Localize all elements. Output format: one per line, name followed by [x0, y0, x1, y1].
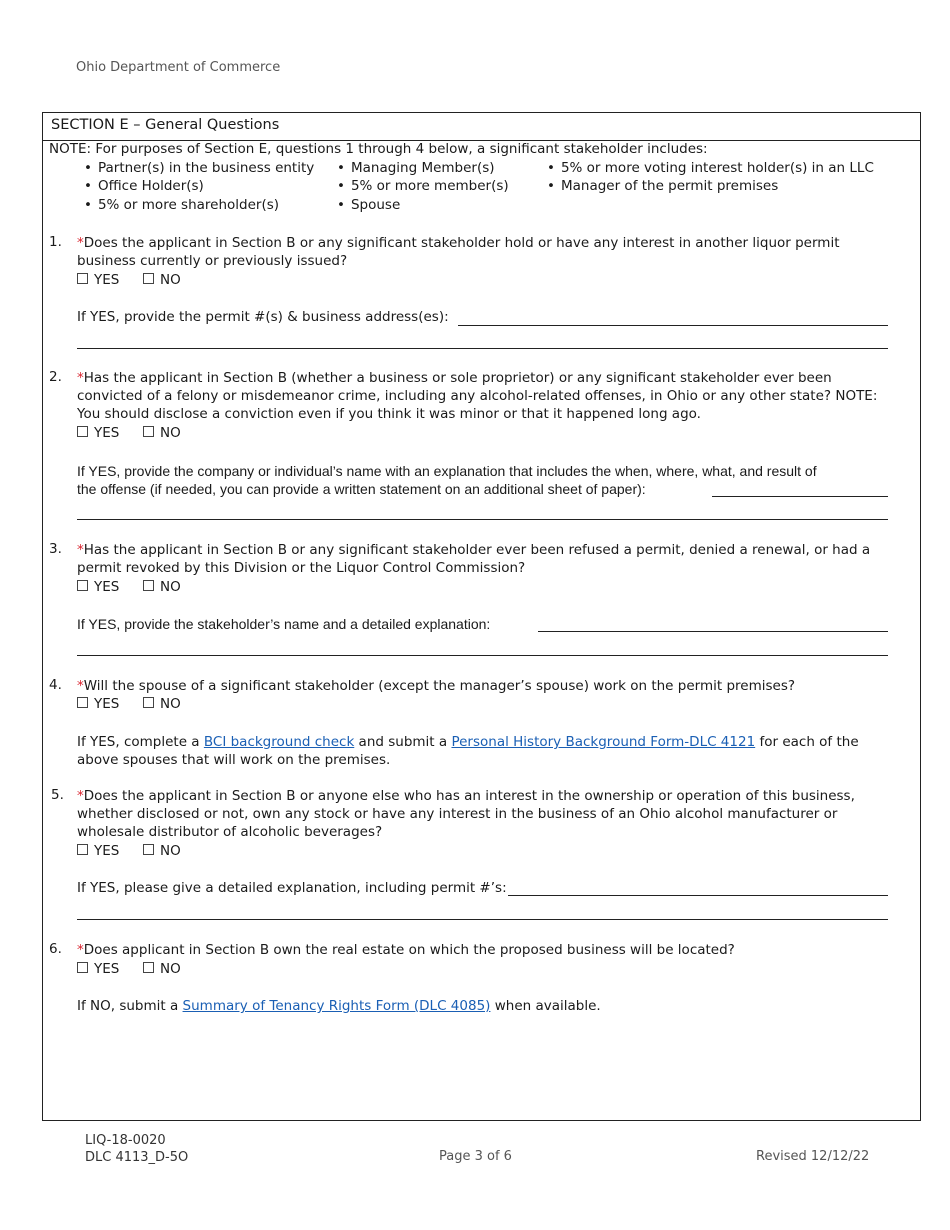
checkbox-icon: [77, 580, 88, 591]
question-number: 3.: [49, 541, 62, 557]
checkbox-icon: [77, 844, 88, 855]
question-number: 1.: [49, 234, 62, 250]
q2-no-checkbox[interactable]: NO: [143, 425, 181, 441]
q2-answer-line-1[interactable]: [712, 496, 888, 497]
required-asterisk: *: [77, 542, 84, 558]
bci-background-check-link[interactable]: BCI background check: [203, 734, 355, 750]
q5-answer-line-2[interactable]: [77, 919, 888, 920]
checkbox-icon: [77, 426, 88, 437]
stakeholder-item: • 5% or more voting interest holder(s) in an LLC: [547, 160, 874, 176]
question-3-text: *Has the applicant in Section B or any significant stakeholder ever been refused a permit, denied a renewal, or had a permit revoked by this Division or the Liquor Control Commission?: [77, 542, 871, 576]
question-6-text: *Does applicant in Section B own the real estate on which the proposed business will be located?: [77, 942, 735, 958]
question-number: 5.: [51, 787, 64, 803]
checkbox-icon: [77, 962, 88, 973]
required-asterisk: *: [77, 235, 84, 251]
question-number: 6.: [49, 941, 62, 957]
required-asterisk: *: [77, 942, 84, 958]
section-title: SECTION E – General Questions: [43, 113, 920, 141]
page-number: Page 3 of 6: [439, 1149, 512, 1164]
required-asterisk: *: [77, 788, 84, 804]
q6-followup-text: If NO, submit a Summary of Tenancy Rights Form (DLC 4085) when available.: [77, 998, 601, 1014]
checkbox-icon: [143, 273, 154, 284]
q3-answer-line-1[interactable]: [538, 631, 888, 632]
q3-answer-line-2[interactable]: [77, 655, 888, 656]
checkbox-icon: [143, 426, 154, 437]
stakeholder-item: • 5% or more shareholder(s): [84, 197, 279, 213]
form-id-1: LIQ-18-0020: [85, 1133, 166, 1148]
question-number: 4.: [49, 677, 62, 693]
q6-no-checkbox[interactable]: NO: [143, 961, 181, 977]
q1-no-checkbox[interactable]: NO: [143, 272, 181, 288]
q4-yes-checkbox[interactable]: YES: [77, 696, 119, 712]
revised-date: Revised 12/12/22: [756, 1149, 870, 1164]
q1-yes-checkbox[interactable]: YES: [77, 272, 119, 288]
q1-answer-line-1[interactable]: [458, 325, 888, 326]
checkbox-icon: [143, 962, 154, 973]
q3-followup-label: If YES, provide the stakeholder’s name and a detailed explanation:: [77, 616, 491, 632]
required-asterisk: *: [77, 678, 84, 694]
checkbox-icon: [143, 844, 154, 855]
stakeholder-item: • Spouse: [337, 197, 400, 213]
form-id-2: DLC 4113_D-5O: [85, 1150, 189, 1165]
question-2-text: *Has the applicant in Section B (whether a business or sole proprietor) or any significant stakeholder ever been convicted of a felony or misdemeanor crime, including any alcohol-related offenses, in Ohio or any other state? NOTE: You should disclose a conviction even if you think it was minor or that it happened long ago.: [77, 370, 878, 422]
q5-no-checkbox[interactable]: NO: [143, 843, 181, 859]
stakeholder-item: • 5% or more member(s): [337, 178, 509, 194]
checkbox-icon: [77, 273, 88, 284]
question-1-text: *Does the applicant in Section B or any significant stakeholder hold or have any interest in another liquor permit business currently or previously issued?: [77, 235, 840, 269]
question-number: 2.: [49, 369, 62, 385]
question-5-text: *Does the applicant in Section B or anyone else who has an interest in the ownership or operation of this business, whether disclosed or not, own any stock or have any interest in the business of an Ohio alcohol manufacturer or wholesale distributor of alcoholic beverages?: [77, 788, 855, 840]
q5-answer-line-1[interactable]: [508, 895, 888, 896]
checkbox-icon: [143, 697, 154, 708]
q6-yes-checkbox[interactable]: YES: [77, 961, 119, 977]
q2-yes-checkbox[interactable]: YES: [77, 425, 119, 441]
q4-followup-text: If YES, complete a BCI background check and submit a Personal History Background Form-DLC 4121 for each of the above spouses that will work on the premises.: [77, 734, 859, 768]
required-asterisk: *: [77, 370, 84, 386]
q3-yes-checkbox[interactable]: YES: [77, 579, 119, 595]
checkbox-icon: [143, 580, 154, 591]
department-name: Ohio Department of Commerce: [76, 60, 281, 75]
q1-answer-line-2[interactable]: [77, 348, 888, 349]
stakeholder-item: • Managing Member(s): [337, 160, 495, 176]
question-4-text: *Will the spouse of a significant stakeholder (except the manager’s spouse) work on the permit premises?: [77, 678, 796, 694]
stakeholder-item: • Partner(s) in the business entity: [84, 160, 314, 176]
stakeholder-item: • Office Holder(s): [84, 178, 204, 194]
q2-followup-label: If YES, provide the company or individual’s name with an explanation that includes the when, where, what, and result of the offense (if needed, you can provide a written statement on an additional sheet of paper):: [77, 463, 817, 497]
q4-no-checkbox[interactable]: NO: [143, 696, 181, 712]
personal-history-form-link[interactable]: Personal History Background Form-DLC 4121: [451, 734, 756, 750]
q3-no-checkbox[interactable]: NO: [143, 579, 181, 595]
tenancy-rights-form-link[interactable]: Summary of Tenancy Rights Form (DLC 4085): [182, 998, 491, 1014]
q1-followup-label: If YES, provide the permit #(s) & business address(es):: [77, 309, 449, 325]
stakeholder-item: • Manager of the permit premises: [547, 178, 778, 194]
checkbox-icon: [77, 697, 88, 708]
q2-answer-line-2[interactable]: [77, 519, 888, 520]
q5-followup-label: If YES, please give a detailed explanation, including permit #’s:: [77, 880, 507, 896]
q5-yes-checkbox[interactable]: YES: [77, 843, 119, 859]
stakeholder-note: NOTE: For purposes of Section E, questions 1 through 4 below, a significant stakeholder includes:: [49, 141, 708, 157]
